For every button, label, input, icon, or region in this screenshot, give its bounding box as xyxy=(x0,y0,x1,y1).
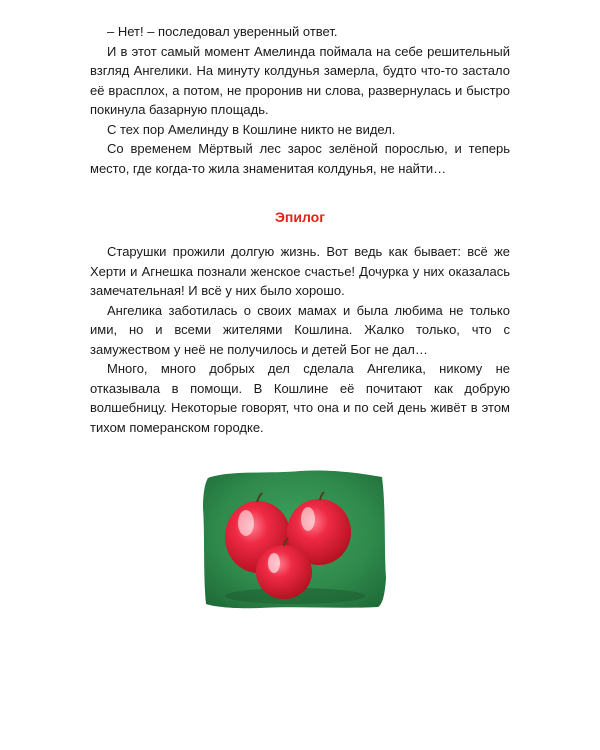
paragraph: И в этот самый момент Амелинда поймала на себе решительный взгляд Ангелики. На минуту колдунья замерла, будто что-то застало её врасплох, а потом, не проронив ни слова, развернулась и быстро покинула базарную площадь. xyxy=(90,43,510,117)
epilogue-text xyxy=(90,242,510,437)
paragraph: Ангелика заботилась о своих мамах и была любима не только ими, но и всеми жителями Кошлина. Жалко только, что с замужеством у неё не получилось и детей Бог не дал… xyxy=(90,302,510,357)
paragraph: Старушки прожили долгую жизнь. Вот ведь как бывает: всё же Херти и Агнешка познали женское счастье! Дочурка у них оказалась замечательная! И всё у них было хорошо. xyxy=(90,244,510,298)
paragraph: С тех пор Амелинду в Кошлине никто не видел. xyxy=(107,121,396,137)
paragraph: – Нет! – последовал уверенный ответ. xyxy=(107,24,338,39)
story-ending-text xyxy=(90,22,510,178)
apples-illustration xyxy=(200,468,388,610)
paragraph: Со временем Мёртвый лес зарос зелёной порослью, и теперь место, где когда-то жила знаменитая колдунья, не найти… xyxy=(90,141,510,176)
epilogue-heading: Эпилог xyxy=(274,209,326,225)
paragraph: Много, много добрых дел сделала Ангелика, никому не отказывала в помощи. В Кошлине её почитают как добрую волшебницу. Некоторые говорят, что она и по сей день живёт в этом тихом померанском городке. xyxy=(90,361,510,435)
